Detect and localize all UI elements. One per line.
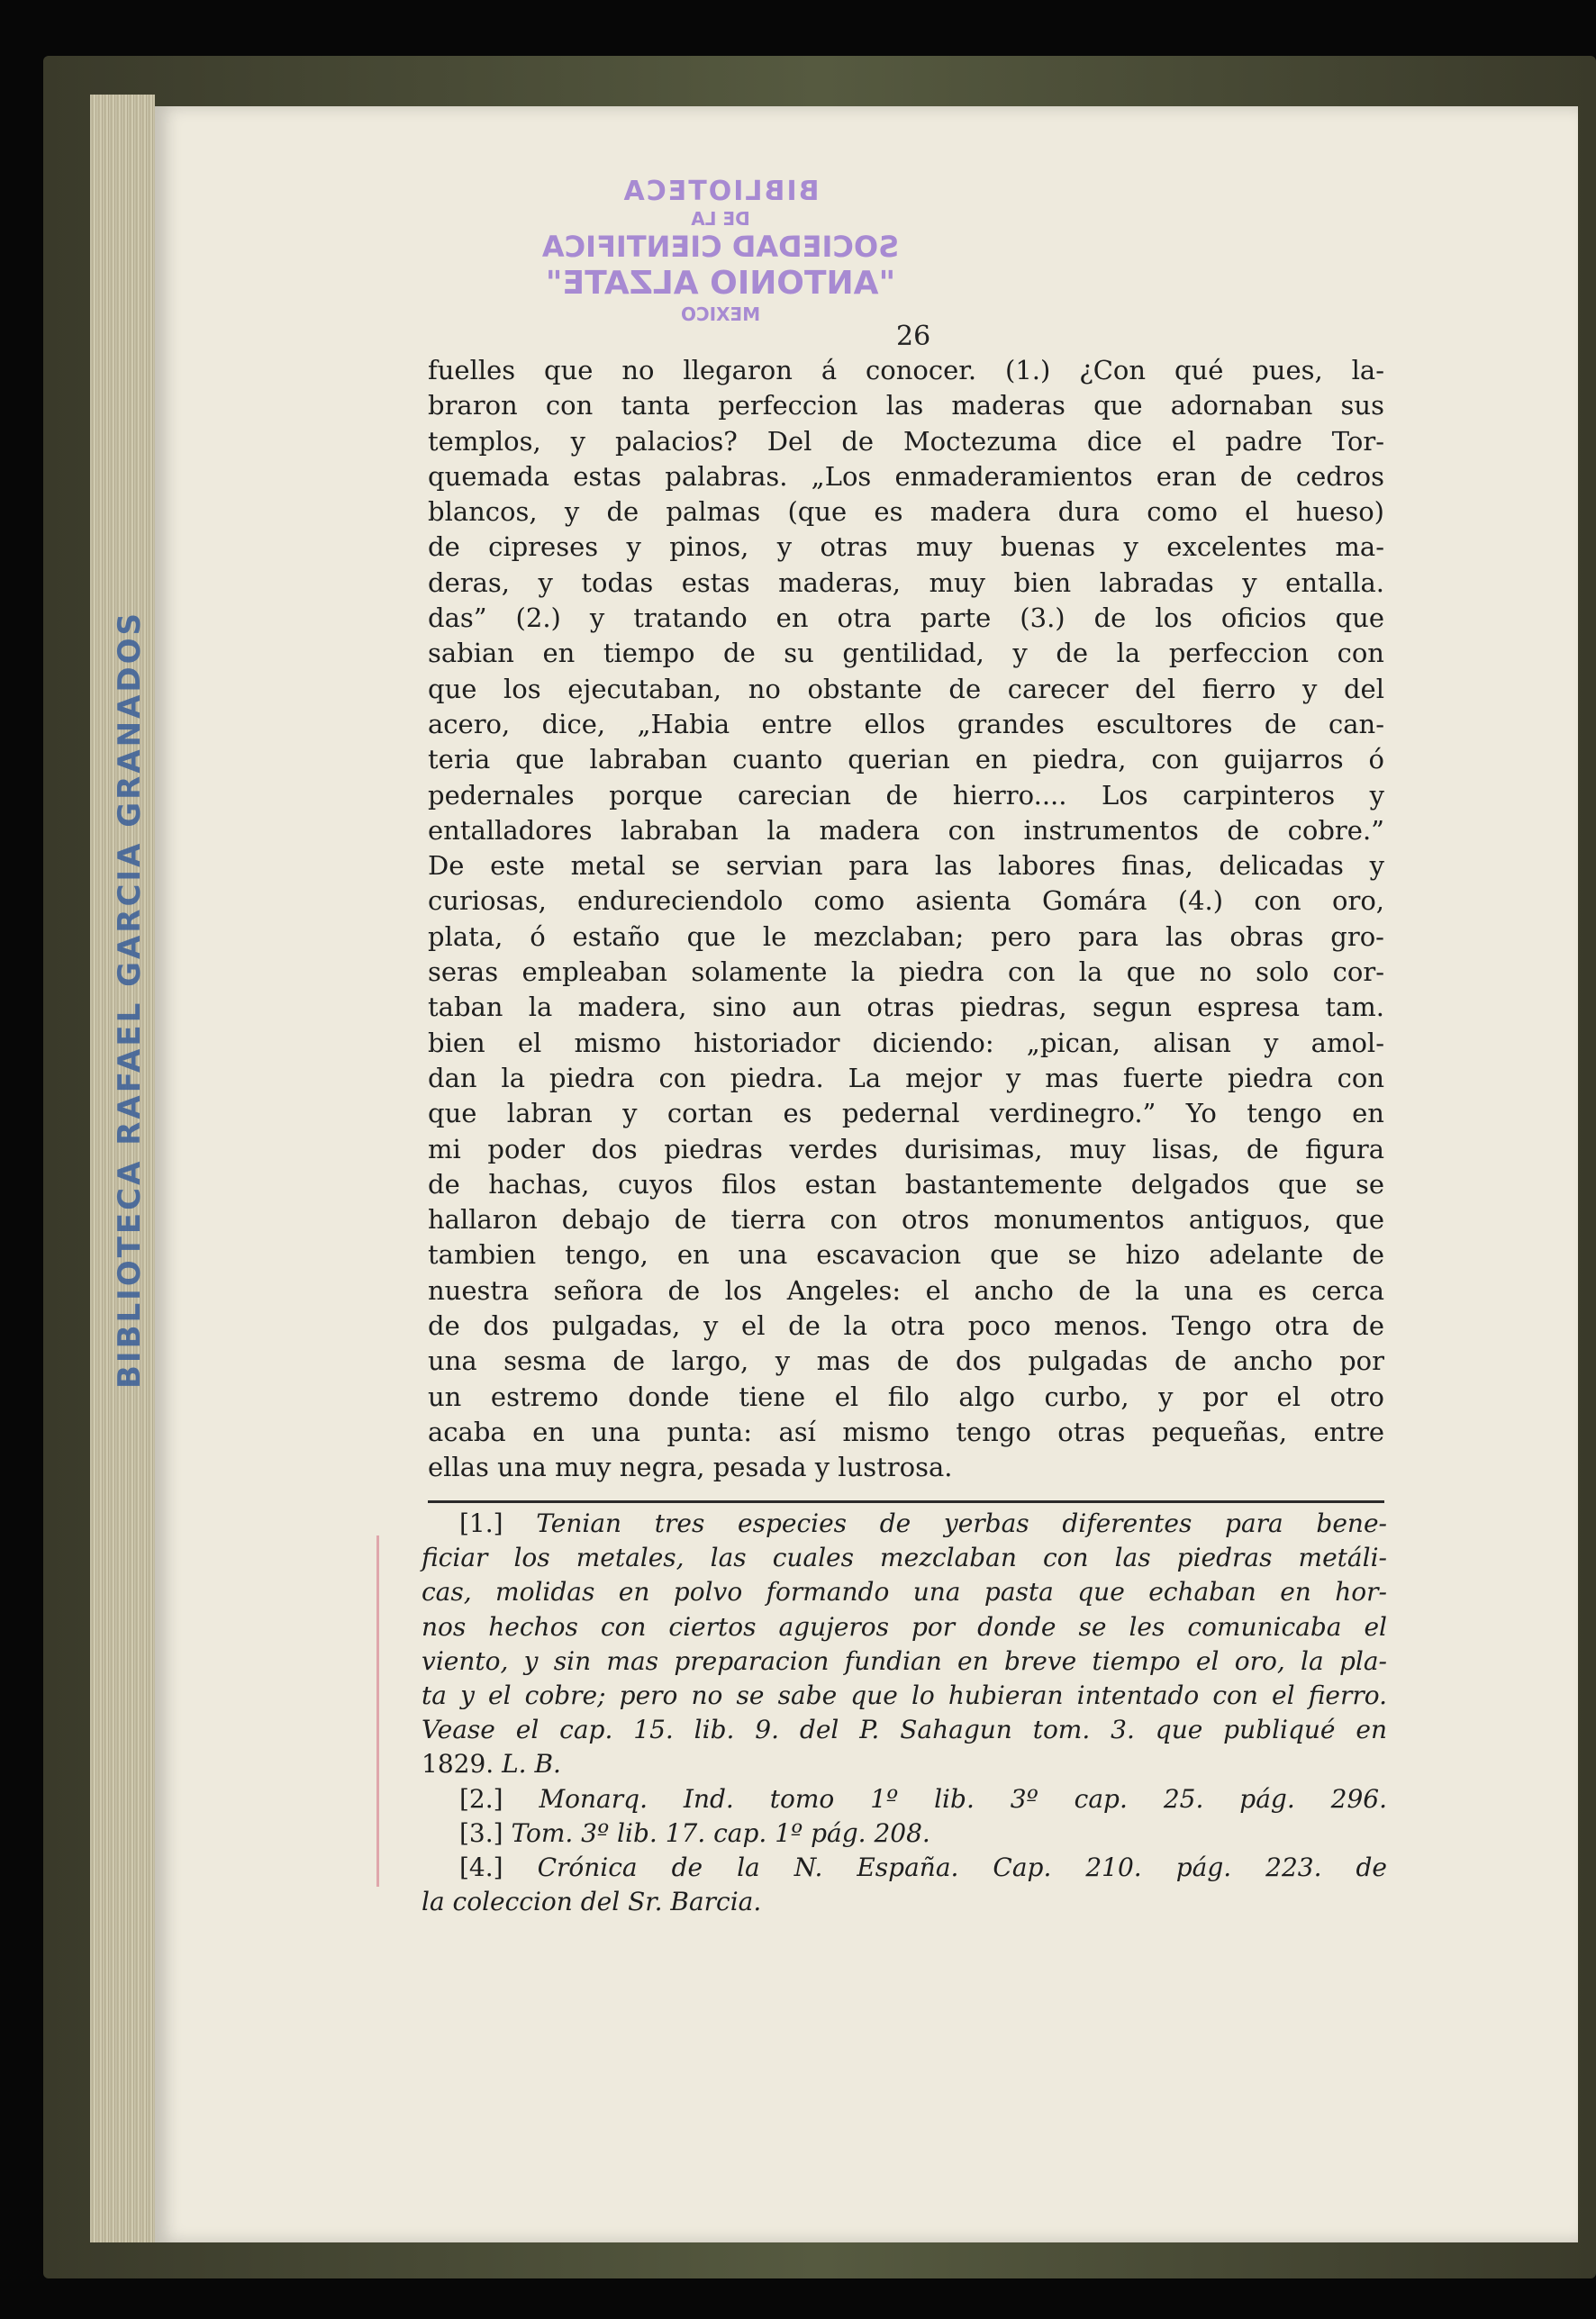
footnote-4-line [422, 1851, 1387, 1885]
text-line: fuelles que no llegaron á conocer. (1.) ¿Con qué pues, la- [428, 355, 1384, 385]
text-line: curiosas, endureciendolo como asienta Gomára (4.) con oro, [428, 885, 1384, 917]
footnote-2-line [422, 1782, 1387, 1816]
stamp-line: MEXICO [680, 303, 761, 325]
footnote-1-line [422, 1713, 1387, 1747]
body-text [428, 353, 1384, 1486]
text-line: tambien tengo, en una escavacion que se hizo adelante de [428, 1239, 1384, 1271]
text-line: plata, ó estaño que le mezclaban; pero para las obras gro- [428, 920, 1384, 952]
text-line: hallaron debajo de tierra con otros monumentos antiguos, que [428, 1204, 1384, 1236]
footnote-1-line [422, 1541, 1387, 1575]
footnote-text: nos hechos con ciertos agujeros por donde se les comunicaba el [422, 1611, 1387, 1642]
footnote-1-line [422, 1575, 1387, 1609]
footnote-marker: [2.] [459, 1783, 503, 1814]
text-line: de dos pulgadas, y el de la otra poco menos. Tengo otra de [428, 1310, 1384, 1342]
text-line: dan la piedra con piedra. La mejor y mas fuerte piedra con [428, 1062, 1384, 1093]
footnote-text: viento, y sin mas preparacion fundian en breve tiempo el oro, la pla- [422, 1645, 1387, 1676]
text-line: que los ejecutaban, no obstante de carecer del fierro y del [428, 673, 1384, 704]
text-line: un estremo donde tiene el filo algo curbo, y por el otro [428, 1381, 1384, 1412]
footnote-text: Tenian tres especies de yerbas diferentes para bene- [536, 1508, 1387, 1538]
footnote-year: 1829. [422, 1749, 494, 1780]
text-line: de cipreses y pinos, y otras muy buenas y excelentes ma- [428, 531, 1384, 563]
stamp-line: DE LA [691, 208, 750, 230]
footnote-text: la coleccion del Sr. Barcia. [422, 1887, 762, 1917]
footnote-text: Vease el cap. 15. lib. 9. del P. Sahagun tom. 3. que publiqué en [422, 1715, 1387, 1745]
footnote-initials: L. B. [502, 1749, 561, 1780]
footnote-1-line [422, 1610, 1387, 1644]
stamp-line: BIBLIOTECA [621, 176, 820, 207]
text-line: teria que labraban cuanto querian en piedra, con guijarros ó [428, 744, 1384, 775]
text-line: acero, dice, „Habia entre ellos grandes escultores de can- [428, 708, 1384, 739]
text-line: de hachas, cuyos filos estan bastantemente delgados que se [428, 1168, 1384, 1200]
footnote-marker: [4.] [459, 1852, 503, 1883]
footnote-text: ficiar los metales, las cuales mezclaban con las piedras metáli- [422, 1543, 1387, 1573]
text-line: braron con tanta perfeccion las maderas que adornaban sus [428, 390, 1384, 421]
footnote-marker: [3.] [459, 1817, 503, 1848]
library-stamp [540, 176, 901, 325]
text-line: entalladores labraban la madera con instrumentos de cobre.” [428, 814, 1384, 846]
text-line: De este metal se servian para las labores finas, delicadas y [428, 850, 1384, 882]
margin-pencil-mark [376, 1535, 379, 1887]
footnote-marker: [1.] [459, 1508, 503, 1538]
text-line: quemada estas palabras. „Los enmaderamientos eran de cedros [428, 460, 1384, 492]
text-line: deras, y todas estas maderas, muy bien labradas y entalla. [428, 566, 1384, 598]
footnote-3-line [422, 1816, 1387, 1851]
text-line: templos, y palacios? Del de Moctezuma dice el padre Tor- [428, 425, 1384, 457]
text-line: que labran y cortan es pedernal verdinegro.” Yo tengo en [428, 1098, 1384, 1129]
text-line: sabian en tiempo de su gentilidad, y de la perfeccion con [428, 638, 1384, 669]
text-line: acaba en una punta: así mismo tengo otras pequeñas, entre [428, 1416, 1384, 1447]
footnote-text: Crónica de la N. España. Cap. 210. pág. 223. de [537, 1852, 1387, 1883]
text-line: una sesma de largo, y mas de dos pulgadas de ancho por [428, 1345, 1384, 1377]
footnote-1-line [422, 1644, 1387, 1679]
footnote-text: cas, molidas en polvo formando una pasta que echaban en hor- [422, 1577, 1387, 1608]
page-number: 26 [896, 321, 931, 352]
footnote-text: ta y el cobre; pero no se sabe que lo hubieran intentado con el fierro. [422, 1680, 1387, 1711]
text-line: seras empleaban solamente la piedra con la que no solo cor- [428, 956, 1384, 988]
text-line: pedernales porque carecian de hierro.... Los carpinteros y [428, 779, 1384, 811]
text-line: ellas una muy negra, pesada y lustrosa. [428, 1452, 953, 1483]
footnotes [422, 1507, 1387, 1919]
stamp-line: "ANTONIO ALZATE" [545, 265, 896, 303]
footnote-text: Tom. 3º lib. 17. cap. 1º pág. 208. [511, 1817, 930, 1848]
text-line: bien el mismo historiador diciendo: „pican, alisan y amol- [428, 1027, 1384, 1058]
text-line: blancos, y de palmas (que es madera dura como el hueso) [428, 496, 1384, 528]
footnote-1-line [422, 1507, 1387, 1541]
footnote-1-line [422, 1679, 1387, 1713]
footnote-divider [428, 1500, 1384, 1503]
text-line: nuestra señora de los Angeles: el ancho de la una es cerca [428, 1274, 1384, 1306]
library-spine-stamp: BIBLIOTECA RAFAEL GARCIA GRANADOS [112, 610, 148, 1390]
stamp-line: SOCIEDAD CIENTIFICA [541, 230, 900, 264]
text-line: taban la madera, sino aun otras piedras, segun espresa tam. [428, 992, 1384, 1023]
text-line: das” (2.) y tratando en otra parte (3.) de los oficios que [428, 602, 1384, 634]
footnote-1-line [422, 1747, 1387, 1781]
footnote-4-line [422, 1885, 1387, 1919]
footnote-text: Monarq. Ind. tomo 1º lib. 3º cap. 25. pág. 296. [539, 1783, 1387, 1814]
text-line: mi poder dos piedras verdes durisimas, muy lisas, de figura [428, 1133, 1384, 1164]
